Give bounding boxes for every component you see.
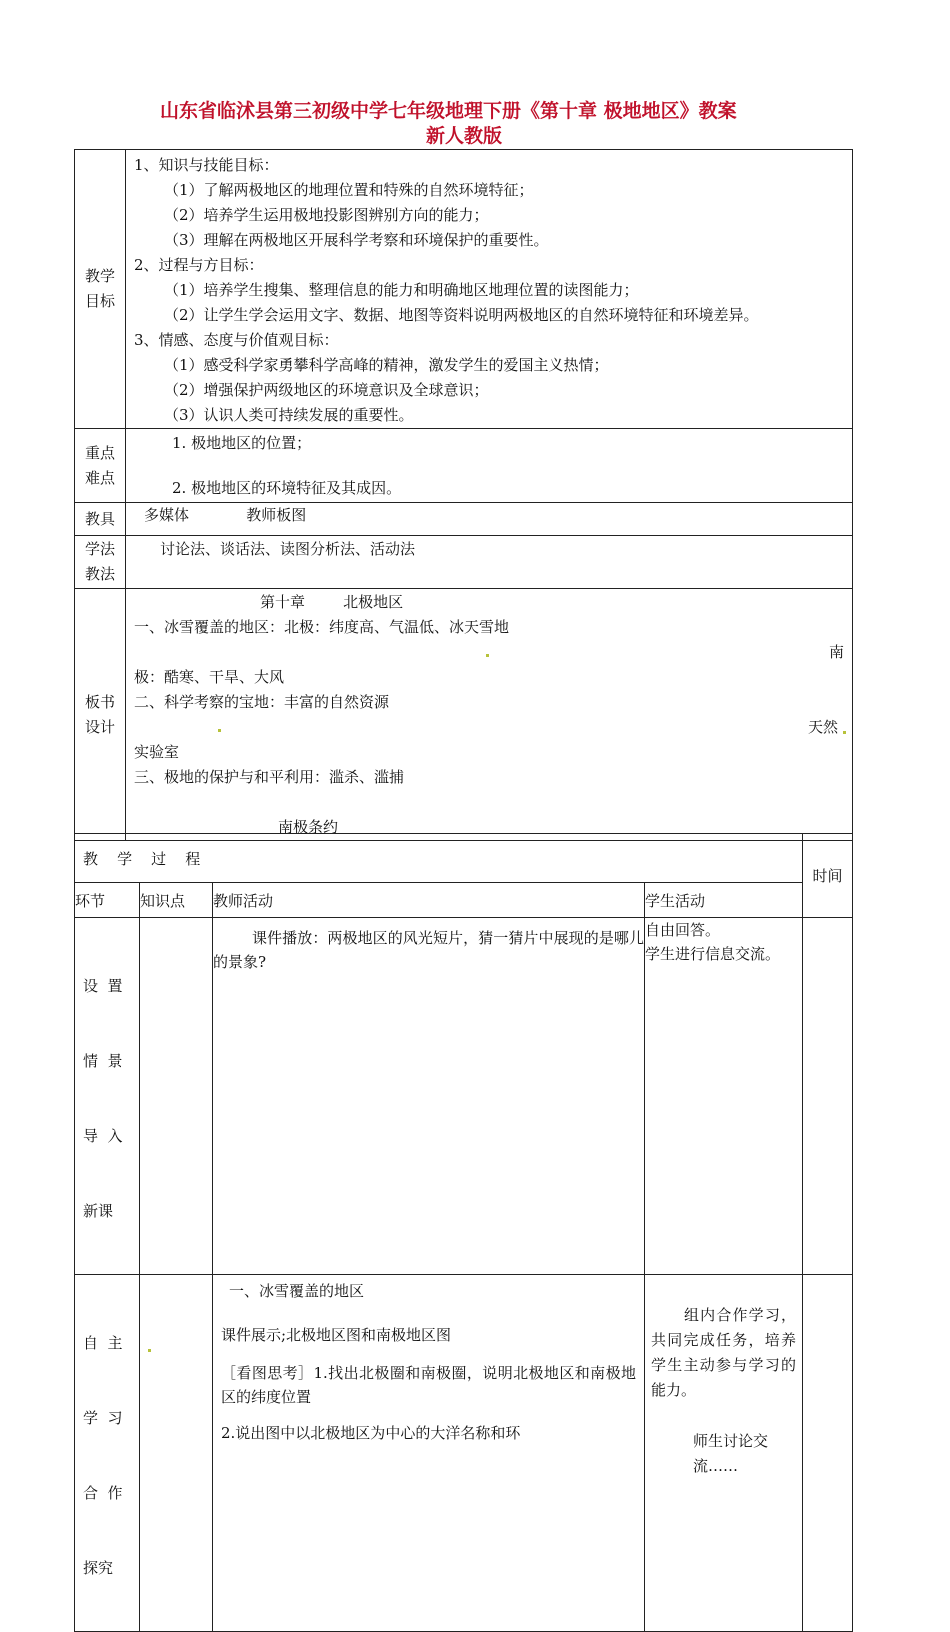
board-row (75, 589, 853, 841)
goal-line: （2）增强保护两级地区的环境意识及全球意识； (164, 381, 489, 399)
goal-line: （1）了解两极地区的地理位置和特殊的自然环境特征； (164, 181, 534, 199)
board-line: 三、极地的保护与和平利用：滥杀、滥捕 (134, 768, 405, 786)
board-content (126, 589, 853, 841)
document-title-line1: 山东省临沭县第三初级中学七年级地理下册《第十章 极地地区》教案 (160, 100, 737, 122)
knowledge-cell (140, 918, 213, 1275)
goal-line: （1）培养学生搜集、整理信息的能力和明确地区地理位置的读图能力； (164, 281, 639, 299)
goal-line: 3、情感、态度与价值观目标： (134, 331, 339, 349)
plan-info-table (74, 149, 853, 841)
process-row-explore (75, 1275, 853, 1632)
goal-line: 1、知识与技能目标： (134, 156, 279, 174)
goal-line: （2）让学生学会运用文字、数据、地图等资料说明两极地区的自然环境特征和环境差异。 (164, 306, 759, 324)
teacher-activity: 一、冰雪覆盖的地区 课件展示;北极地区图和南极地区图 ［看图思考］1.找出北极圈和南极圈，说明北极地区和南极地区的纬度位置 2.说出图中以北极地区为中心的大洋名称和环 (213, 1275, 645, 1632)
keypoint-item: 1. 极地地区的位置； (172, 434, 312, 452)
process-row-intro (75, 918, 853, 1275)
goal-line: （3）认识人类可持续发展的重要性。 (164, 406, 414, 424)
knowledge-cell (140, 1275, 213, 1632)
methods-row (75, 536, 853, 589)
board-line: 实验室 (134, 743, 180, 761)
keypoints-row (75, 429, 853, 503)
goal-line: （3）理解在两极地区开展科学考察和环境保护的重要性。 (164, 231, 549, 249)
process-table (74, 833, 853, 1632)
process-columns-row (75, 883, 853, 918)
col-knowledge: 知识点 (140, 883, 213, 918)
document-title-line2: 新人教版 (425, 125, 502, 147)
mark-dot (218, 729, 221, 732)
goal-line: 2、过程与方目标： (134, 256, 264, 274)
board-heading: 第十章 北极地区 (260, 593, 404, 611)
goals-content (126, 150, 853, 429)
board-line: 天然 (807, 718, 838, 736)
col-stage: 环节 (75, 883, 140, 918)
student-activity: 自由回答。 学生进行信息交流。 (645, 918, 803, 1275)
goal-line: （1）感受科学家勇攀科学高峰的精神，激发学生的爱国主义热情； (164, 356, 609, 374)
time-cell (803, 918, 853, 1275)
time-cell (803, 1275, 853, 1632)
methods-label: 学法 教法 (75, 536, 126, 589)
methods-content: 讨论法、谈话法、读图分析法、活动法 (126, 536, 853, 589)
student-activity: 组内合作学习，共同完成任务，培养学生主动参与学习的能力。 师生讨论交流…… (645, 1275, 803, 1632)
tools-content: 多媒体 教师板图 (126, 503, 853, 536)
goal-line: （2）培养学生运用极地投影图辨别方向的能力； (164, 206, 489, 224)
tools-row (75, 503, 853, 536)
goals-row (75, 150, 853, 429)
col-student: 学生活动 (645, 883, 803, 918)
process-heading-row (75, 834, 853, 883)
board-line: 极：酷寒、干旱、大风 (134, 668, 285, 686)
col-teacher: 教师活动 (213, 883, 645, 918)
keypoints-label: 重点 难点 (75, 429, 126, 503)
stage-cell: 设 置 情 景 导 入 新课 (75, 918, 140, 1275)
goals-label: 教学 目标 (75, 150, 126, 429)
mark-dot (843, 731, 846, 734)
mark-dot (148, 1349, 151, 1352)
board-line: 南极条约 (278, 818, 339, 836)
keypoints-content (126, 429, 853, 503)
tools-label: 教具 (75, 503, 126, 536)
mark-dot (486, 654, 489, 657)
keypoint-item: 2. 极地地区的环境特征及其成因。 (172, 479, 402, 497)
teacher-activity: 课件播放：两极地区的风光短片，猜一猜片中展现的是哪儿的景象? (213, 918, 645, 1275)
process-heading: 教 学 过 程 (75, 834, 803, 883)
board-line: 一、冰雪覆盖的地区：北极：纬度高、气温低、冰天雪地 (134, 618, 510, 636)
stage-cell: 自 主 学 习 合 作 探究 (75, 1275, 140, 1632)
time-header: 时间 (803, 834, 853, 918)
board-line: 南 (828, 643, 844, 661)
board-label: 板书 设计 (75, 589, 126, 841)
board-line: 二、科学考察的宝地：丰富的自然资源 (134, 693, 390, 711)
